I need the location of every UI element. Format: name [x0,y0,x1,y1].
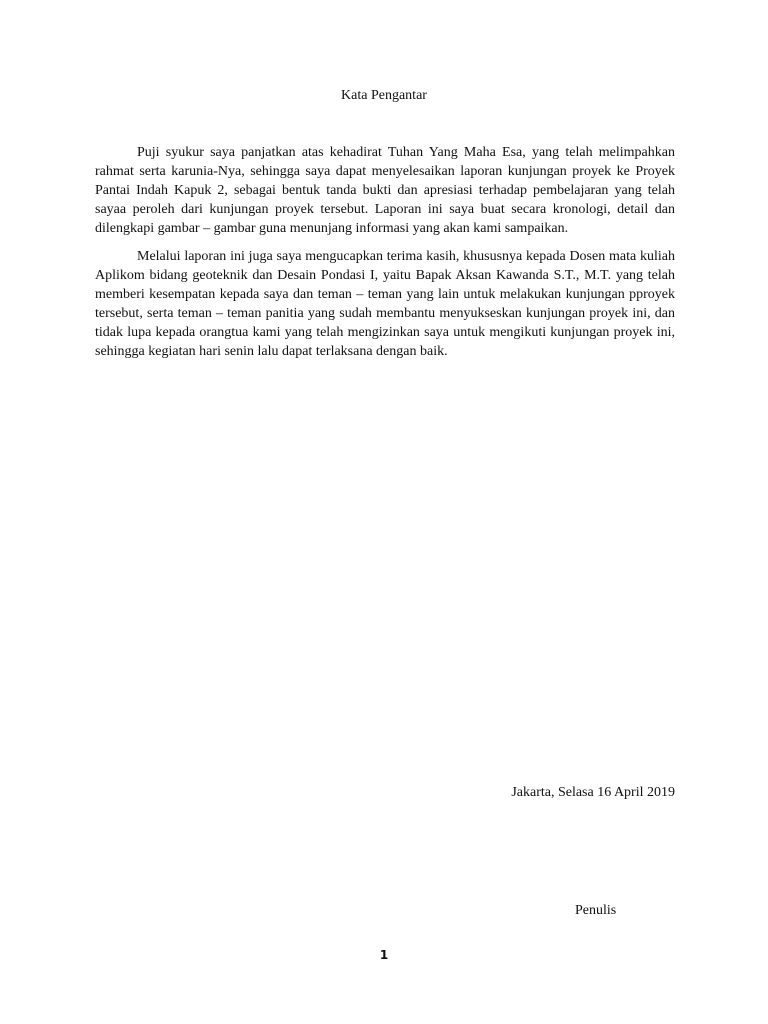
place-date: Jakarta, Selasa 16 April 2019 [511,785,675,800]
body-text [95,143,675,370]
author-signature-label: Penulis [575,903,617,918]
page-title: Kata Pengantar [341,88,427,103]
paragraph-2: Melalui laporan ini juga saya mengucapkan terima kasih, khususnya kepada Dosen mata kuliah Aplikom bidang geoteknik dan Desain Pondasi I, yaitu Bapak Aksan Kawanda S.T., M.T. yang telah memberi kesempatan kepada saya dan teman – teman yang lain untuk melakukan kunjungan pproyek tersebut, serta teman – teman panitia yang sudah membantu menyukseskan kunjungan proyek ini, dan tidak lupa kepada orangtua kami yang telah mengizinkan saya untuk mengikuti kunjungan proyek ini, sehingga kegiatan hari senin lalu dapat terlaksana dengan baik. [95,249,675,359]
page-number: 1 [379,948,389,962]
paragraph-1: Puji syukur saya panjatkan atas kehadirat Tuhan Yang Maha Esa, yang telah melimpahkan rahmat serta karunia-Nya, sehingga saya dapat menyelesaikan laporan kunjungan proyek ke Proyek Pantai Indah Kapuk 2, sebagai bentuk tanda bukti dan apresiasi terhadap pembelajaran yang telah sayaa peroleh dari kunjungan proyek tersebut. Laporan ini saya buat secara kronologi, detail dan dilengkapi gambar – gambar guna menunjang informasi yang akan kami sampaikan. [95,145,675,236]
